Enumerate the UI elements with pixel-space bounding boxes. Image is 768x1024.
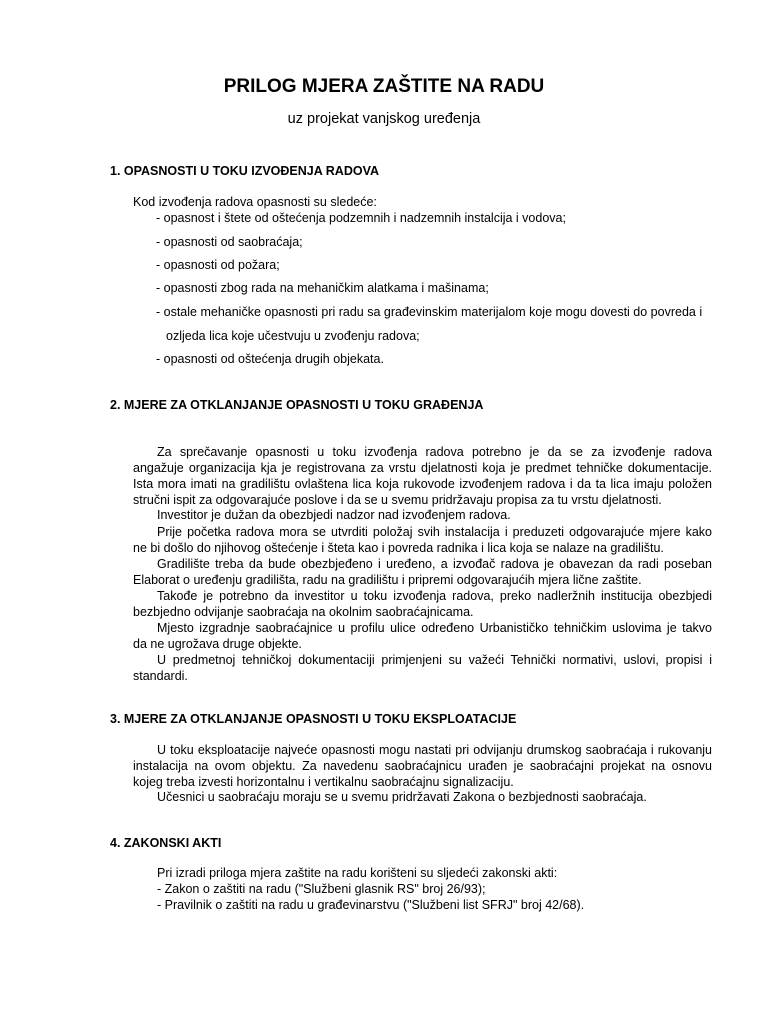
section-2-line: da ne ugrožava druge objekte. (133, 637, 302, 651)
section-3-line: kojeg treba izvesti horizontalnu i vertikalnu saobraćajnu signalizaciju. (133, 775, 514, 789)
section-2-line: Za sprečavanje opasnosti u toku izvođenja radova potrebno je da se za izvođenje radova (157, 445, 712, 459)
section-2-line: U predmetnoj tehničkoj dokumentaciji primjenjeni su važeći Tehnički normativi, uslovi, propisi i (157, 653, 712, 667)
hazard-item: - ostale mehaničke opasnosti pri radu sa građevinskim materijalom koje mogu dovesti do povreda i (156, 305, 703, 319)
hazard-item-continuation: ozljeda lica koje učestvuju u zvođenju radova; (166, 329, 420, 343)
hazard-item: - opasnosti od požara; (156, 258, 280, 272)
section-3-heading: 3. MJERE ZA OTKLANJANJE OPASNOSTI U TOKU EKSPLOATACIJE (110, 712, 517, 726)
section-4-heading: 4. ZAKONSKI AKTI (110, 836, 222, 850)
section-2-line: Prije početka radova mora se utvrditi položaj svih instalacija i preduzeti odgovarajuće mjere kako (157, 525, 712, 539)
section-1-intro: Kod izvođenja radova opasnosti su sledeće: (133, 195, 377, 209)
hazard-item: - opasnosti od oštećenja drugih objekata. (156, 352, 384, 366)
law-item: - Pravilnik o zaštiti na radu u građevinarstvu ("Službeni list SFRJ" broj 42/68). (157, 898, 585, 912)
hazard-item: - opasnosti zbog rada na mehaničkim alatkama i mašinama; (156, 281, 489, 295)
document-subtitle: uz projekat vanjskog uređenja (287, 111, 481, 127)
hazard-item: - opasnost i štete od oštećenja podzemnih i nadzemnih instalcija i vodova; (156, 211, 566, 225)
section-2-line: bezbjedno odvijanje saobraćaja na okolnim saobraćajnicama. (133, 605, 474, 619)
section-2-line: Elaborat o uređenju gradilišta, radu na gradilištu i pripremi odgovarajućih mjera lične zaštite. (133, 573, 642, 587)
section-3-line: U toku eksploatacije najveće opasnosti mogu nastati pri odvijanju drumskog saobraćaja i rukovanju (157, 743, 712, 757)
law-item: - Zakon o zaštiti na radu ("Službeni glasnik RS" broj 26/93); (157, 882, 486, 896)
section-3-line: Učesnici u saobraćaju moraju se u svemu pridržavati Zakona o bezbjednosti saobraćaja. (157, 790, 647, 804)
section-2-line: Gradilište treba da bude obezbjeđeno i uređeno, a izvođač radova je obavezan da radi poseban (157, 557, 712, 571)
section-3-line: instalacija na ovom objektu. Za navedenu saobraćajnicu urađen je saobraćajni projekat na osnovu (133, 759, 712, 773)
section-2-line: ne bi došlo do njihovog oštećenje i šteta kao i povreda radnika i lica koja se nalaze na gradilištu. (133, 541, 664, 555)
section-2-line: angažuje organizacija kja je registrovana za vrstu djelatnosti koja je predmet tehničke dokumentacije. (133, 461, 712, 475)
section-2-line: Takođe je potrebno da investitor u toku izvođenja radova, preko nadleržnih institucija obezbjedi (157, 589, 712, 603)
section-2-line: stručni ispit za odgovarajuće poslove i da se u svemu pridržavaju propisa za tu vrstu djelatnosti. (133, 493, 662, 507)
section-2-line: Ista mora imati na gradilištu ovlaštena lica koja rukovode izvođenjem radova i da ta lica imaju položen (133, 477, 712, 491)
section-1-heading: 1. OPASNOSTI U TOKU IZVOĐENJA RADOVA (110, 164, 380, 178)
section-2-line: standardi. (133, 669, 188, 683)
section-2-heading: 2. MJERE ZA OTKLANJANJE OPASNOSTI U TOKU GRAĐENJA (110, 398, 484, 412)
section-4-intro: Pri izradi priloga mjera zaštite na radu korišteni su sljedeći zakonski akti: (157, 866, 558, 880)
section-2-line: Investitor je dužan da obezbjedi nadzor nad izvođenjem radova. (157, 508, 511, 522)
hazard-item: - opasnosti od saobraćaja; (156, 235, 303, 249)
section-2-line: Mjesto izgradnje saobraćajnice u profilu ulice određeno Urbanističko tehničkim uslovima je takvo (157, 621, 712, 635)
document-title: PRILOG MJERA ZAŠTITE NA RADU (223, 76, 545, 97)
